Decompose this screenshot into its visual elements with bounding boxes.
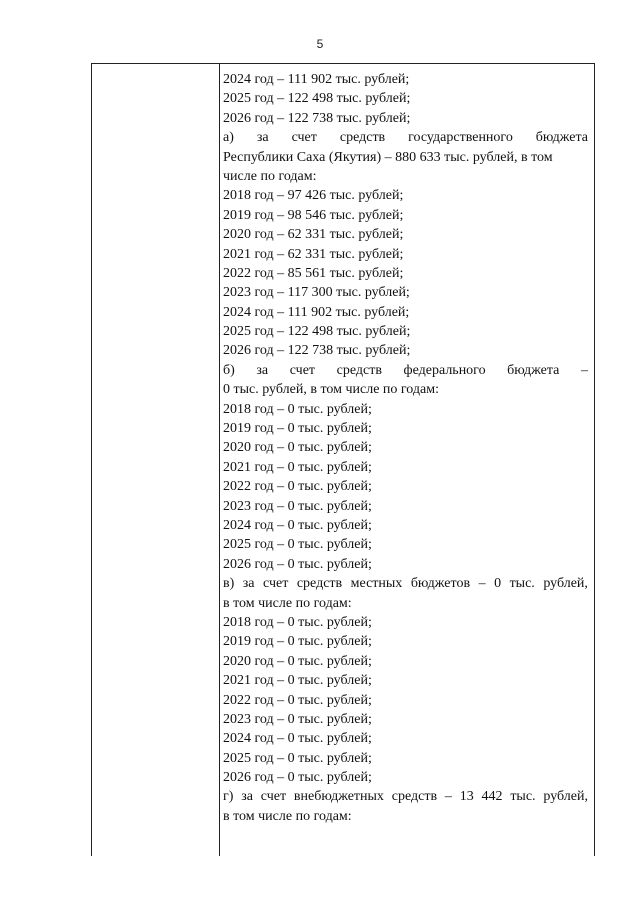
text-line xyxy=(223,128,588,147)
text-line: 2025 год – 0 тыс. рублей; xyxy=(223,537,372,553)
word: средств xyxy=(339,130,386,146)
text-line: 2021 год – 0 тыс. рублей; xyxy=(223,459,372,475)
word: рублей, xyxy=(543,576,588,592)
text-line: 2020 год – 0 тыс. рублей; xyxy=(223,653,372,669)
word: б) xyxy=(223,362,235,378)
text-line: 2018 год – 0 тыс. рублей; xyxy=(223,401,372,417)
text-line: 2021 год – 0 тыс. рублей; xyxy=(223,673,372,689)
text-line: 2019 год – 0 тыс. рублей; xyxy=(223,421,372,437)
text-line: 2019 год – 0 тыс. рублей; xyxy=(223,634,372,650)
word: средств xyxy=(391,789,438,805)
word: счет xyxy=(260,789,287,805)
word: бюджетов xyxy=(410,576,471,592)
funding-text-cell xyxy=(223,70,588,826)
word: за xyxy=(256,130,269,146)
word: средств xyxy=(296,576,343,592)
text-line xyxy=(223,361,588,380)
word: за xyxy=(242,576,255,592)
word: – xyxy=(580,362,588,378)
text-line: 2022 год – 0 тыс. рублей; xyxy=(223,692,372,708)
text-line: 2026 год – 122 738 тыс. рублей; xyxy=(223,343,411,359)
word: рублей, xyxy=(543,789,588,805)
text-line: Республики Саха (Якутия) – 880 633 тыс. рублей, в том xyxy=(223,149,553,165)
text-line xyxy=(223,787,588,806)
text-line: 2025 год – 0 тыс. рублей; xyxy=(223,750,372,766)
word: бюджета xyxy=(535,130,588,146)
text-line: 2024 год – 111 902 тыс. рублей; xyxy=(223,304,410,320)
text-line: 2026 год – 0 тыс. рублей; xyxy=(223,770,372,786)
text-line: 2023 год – 117 300 тыс. рублей; xyxy=(223,285,410,301)
text-line: 0 тыс. рублей, в том числе по годам: xyxy=(223,382,439,398)
text-line: 2025 год – 122 498 тыс. рублей; xyxy=(223,91,411,107)
word: местных xyxy=(350,576,403,592)
text-line: 2022 год – 0 тыс. рублей; xyxy=(223,479,372,495)
word: счет xyxy=(263,576,289,592)
word: тыс. xyxy=(509,576,535,592)
word: в) xyxy=(223,576,235,592)
word: – xyxy=(478,576,486,592)
word: бюджета xyxy=(507,362,560,378)
word: за xyxy=(256,362,269,378)
text-line: числе по годам: xyxy=(223,168,317,184)
text-line: 2020 год – 62 331 тыс. рублей; xyxy=(223,227,404,243)
word: 0 xyxy=(494,576,502,592)
text-line: 2023 год – 0 тыс. рублей; xyxy=(223,711,372,727)
text-line: 2018 год – 97 426 тыс. рублей; xyxy=(223,188,404,204)
text-line: 2022 год – 85 561 тыс. рублей; xyxy=(223,265,404,281)
page-number: 5 xyxy=(316,37,324,51)
word: тыс. xyxy=(510,789,536,805)
text-line: 2018 год – 0 тыс. рублей; xyxy=(223,614,372,630)
text-line: 2025 год – 122 498 тыс. рублей; xyxy=(223,324,411,340)
text-line: 2020 год – 0 тыс. рублей; xyxy=(223,440,372,456)
word: 442 xyxy=(481,789,503,805)
text-line xyxy=(223,574,588,593)
text-line: 2024 год – 0 тыс. рублей; xyxy=(223,517,372,533)
word: внебюджетных xyxy=(293,789,384,805)
word: – xyxy=(444,789,452,805)
text-line: 2026 год – 122 738 тыс. рублей; xyxy=(223,110,411,126)
text-line: 2024 год – 0 тыс. рублей; xyxy=(223,731,372,747)
text-line: 2023 год – 0 тыс. рублей; xyxy=(223,498,372,514)
word: счет xyxy=(289,362,316,378)
word: государственного xyxy=(408,130,513,146)
text-line: 2024 год – 111 902 тыс. рублей; xyxy=(223,72,410,87)
funding-table xyxy=(91,63,595,856)
text-line: 2021 год – 62 331 тыс. рублей; xyxy=(223,246,404,262)
word: а) xyxy=(223,130,234,146)
text-line: 2026 год – 0 тыс. рублей; xyxy=(223,556,372,572)
text-line: в том числе по годам: xyxy=(223,595,352,611)
word: федерального xyxy=(403,362,486,378)
word: за xyxy=(241,789,253,805)
word: средств xyxy=(336,362,382,378)
text-line: в том числе по годам: xyxy=(223,808,352,824)
word: счет xyxy=(291,130,317,146)
column-divider xyxy=(219,64,220,856)
word: 13 xyxy=(459,789,474,805)
text-line: 2019 год – 98 546 тыс. рублей; xyxy=(223,207,404,223)
word: г) xyxy=(223,789,234,805)
